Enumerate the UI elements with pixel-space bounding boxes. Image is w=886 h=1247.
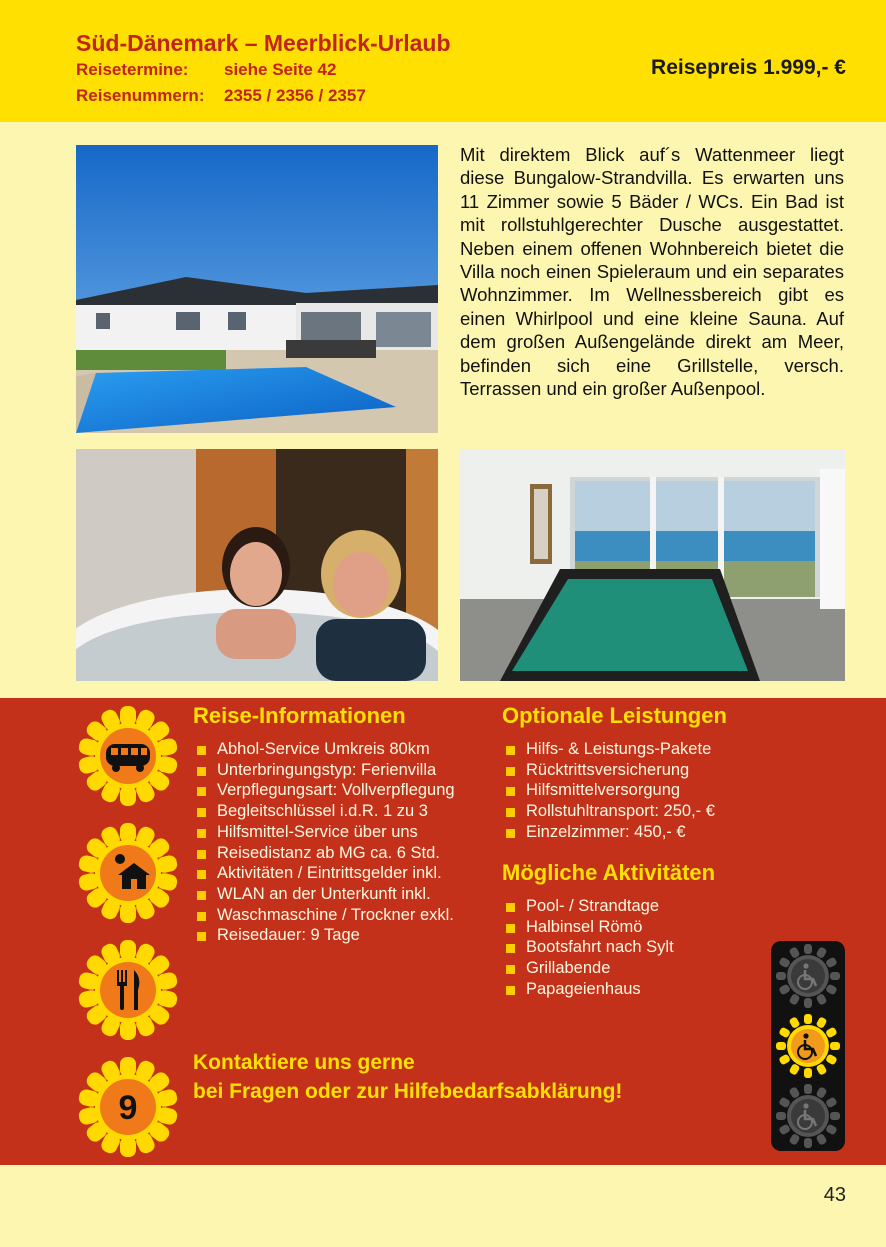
travel-dates-value: siehe Seite 42 (224, 60, 337, 79)
list-item: Einzelzimmer: 450,- € (502, 822, 715, 843)
billiard-room-photo (460, 449, 845, 681)
list-item: Aktivitäten / Eintrittsgelder inkl. (193, 863, 455, 884)
page-number: 43 (823, 1184, 846, 1206)
list-item: Reisedistanz ab MG ca. 6 Std. (193, 843, 455, 864)
list-item: Unterbringungstyp: Ferienvilla (193, 760, 455, 781)
activities-list (502, 896, 674, 1000)
list-item: Abhol-Service Umkreis 80km (193, 739, 455, 760)
list-item: Hilfsmittel-Service über uns (193, 822, 455, 843)
villa-pool-photo (76, 145, 438, 433)
accommodation-badge (76, 821, 180, 925)
header-bar (0, 0, 886, 122)
list-item: Halbinsel Römö (502, 917, 674, 938)
trip-numbers-label: Reisenummern: (76, 86, 205, 105)
travel-dates-label: Reisetermine: (76, 60, 189, 79)
list-item: Reisedauer: 9 Tage (193, 925, 455, 946)
list-item: Pool- / Strandtage (502, 896, 674, 917)
list-item: Rücktrittsversicherung (502, 760, 715, 781)
whirlpool-photo (76, 449, 438, 681)
optional-services-title: Optionale Leistungen (502, 703, 727, 728)
travel-info-title: Reise-Informationen (193, 703, 406, 728)
list-item: Bootsfahrt nach Sylt (502, 937, 674, 958)
trip-numbers-value: 2355 / 2356 / 2357 (224, 86, 366, 105)
trip-price: Reisepreis 1.999,- € (651, 56, 846, 79)
optional-services-list (502, 739, 715, 843)
meals-badge (76, 938, 180, 1042)
wheelchair-icon (776, 1084, 840, 1148)
contact-line-1: Kontaktiere uns gerne (193, 1051, 415, 1074)
list-item: Hilfs- & Leistungs-Pakete (502, 739, 715, 760)
list-item: Begleitschlüssel i.d.R. 1 zu 3 (193, 801, 455, 822)
list-item: Verpflegungsart: Vollverpflegung (193, 780, 455, 801)
wheelchair-icon (776, 1014, 840, 1078)
wheelchair-icon (776, 944, 840, 1008)
list-item: Hilfsmittelversorgung (502, 780, 715, 801)
bus-badge (76, 704, 180, 808)
trip-numbers (76, 86, 366, 106)
duration-days: 9 (118, 1089, 138, 1127)
list-item: WLAN an der Unterkunft inkl. (193, 884, 455, 905)
list-item: Papageienhaus (502, 979, 674, 1000)
list-item: Waschmaschine / Trockner exkl. (193, 905, 455, 926)
travel-info-list (193, 739, 455, 946)
activities-title: Mögliche Aktivitäten (502, 860, 716, 885)
duration-badge (76, 1055, 180, 1159)
list-item: Grillabende (502, 958, 674, 979)
trip-title: Süd-Dänemark – Meerblick-Urlaub (76, 30, 451, 56)
contact-line-2: bei Fragen oder zur Hilfebedarfsabklärung! (193, 1080, 623, 1103)
list-item: Rollstuhltransport: 250,- € (502, 801, 715, 822)
villa-description: Mit direktem Blick auf´s Wattenmeer liegt diese Bungalow-Strandvilla. Es erwarten uns 11 Zimmer sowie 5 Bäder / WCs. Ein Bad ist mit rollstuhlgerechter Dusche ausgestattet. Neben einem offenen Wohnbereich bietet die Villa noch einen Spieleraum und ein separates Wohnzimmer. Im Wellnessbereich gibt es einen Whirlpool und eine kleine Sauna. Auf dem großen Außengelände direkt am Meer, befinden sich eine Grillstelle, versch. Terrassen und ein großer Außenpool. (460, 144, 844, 400)
contact-callout (193, 1048, 622, 1106)
accessibility-level-panel (771, 941, 845, 1151)
travel-dates (76, 60, 336, 80)
